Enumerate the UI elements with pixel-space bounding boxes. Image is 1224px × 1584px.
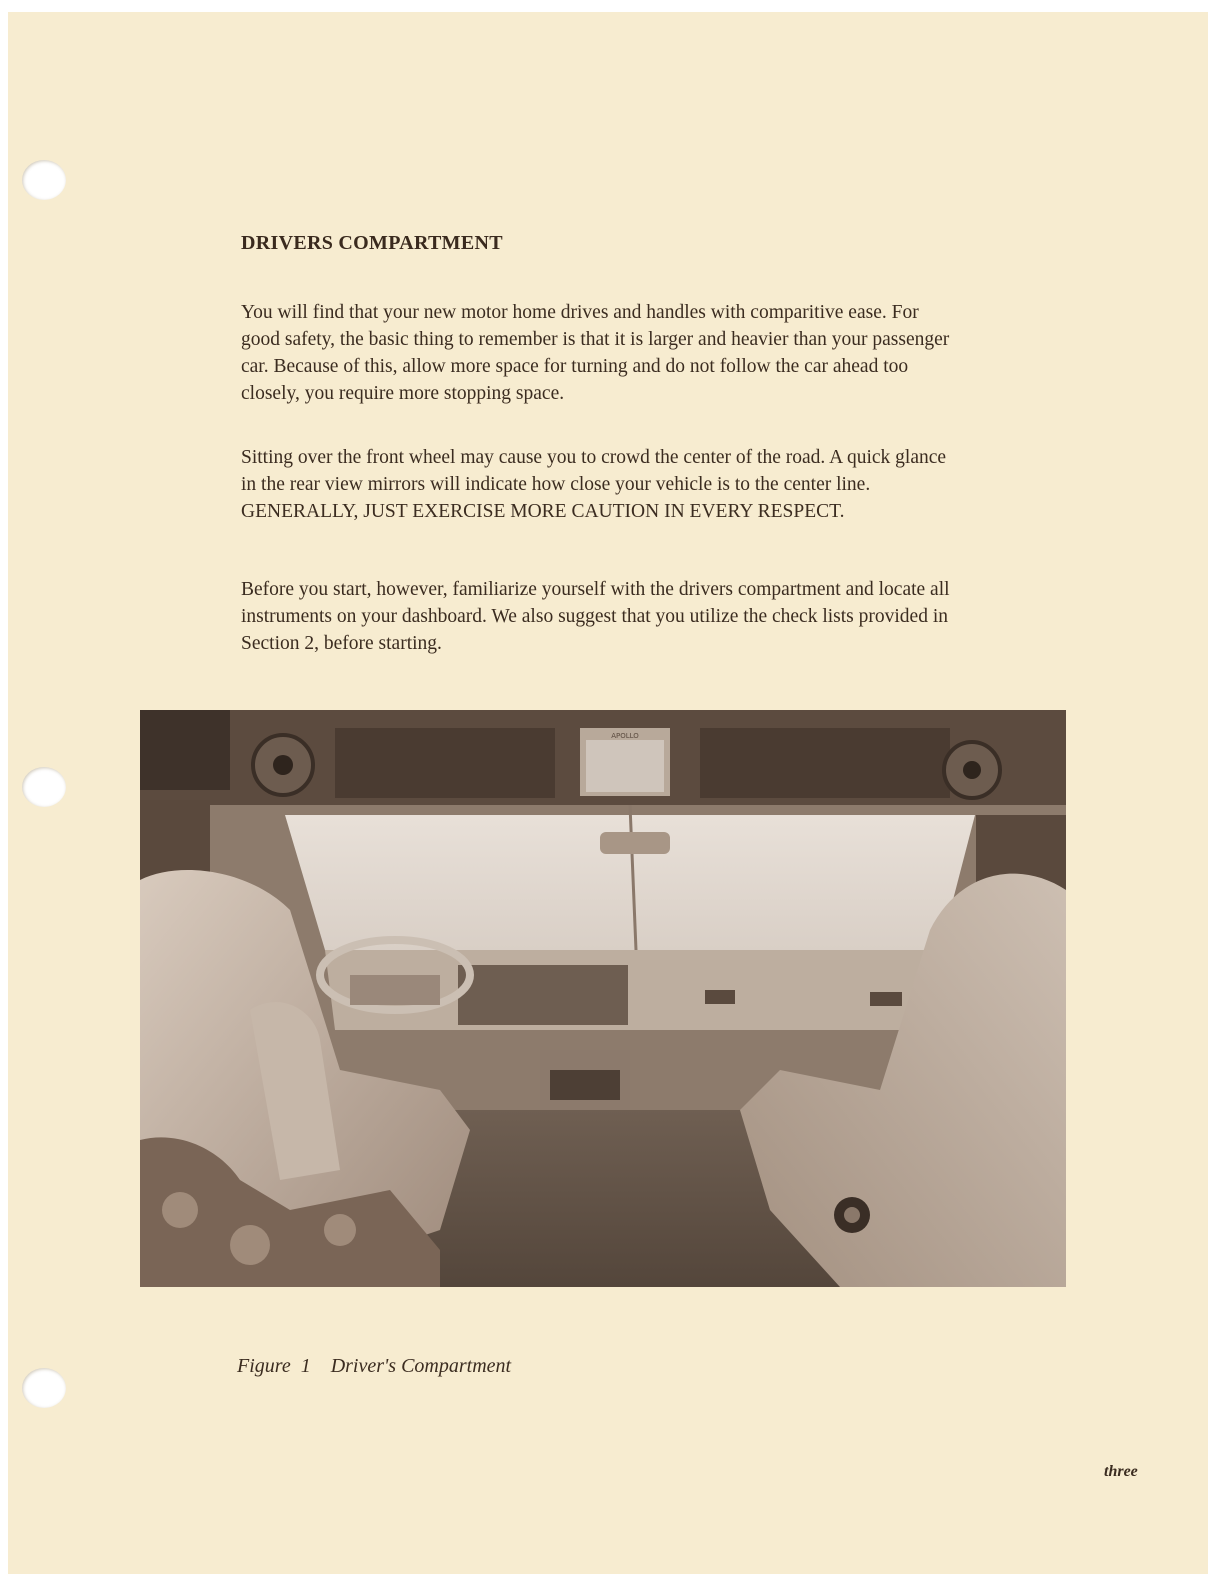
figure-number: Figure 1 <box>237 1355 311 1377</box>
paragraph-handling: You will find that your new motor home drives and handles with comparitive ease. For good safety, the basic thing to remember is that it is larger and heavier than your passenger car. Because of this, allow more space for turning and do not follow the car ahead too closely, you require more stopping space. <box>241 302 950 404</box>
punch-hole-top <box>22 160 66 200</box>
paragraph-road-position: Sitting over the front wheel may cause you to crowd the center of the road. A quick glance in the rear view mirrors will indicate how close your vehicle is to the center line. GENERALLY, JUST EXERCISE MORE CAUTION IN EVERY RESPECT. <box>241 447 947 522</box>
document-page <box>8 12 1208 1574</box>
drivers-compartment-image <box>140 710 1066 1287</box>
section-heading: DRIVERS COMPARTMENT <box>241 232 503 254</box>
punch-hole-bottom <box>22 1368 66 1408</box>
punch-hole-middle <box>22 767 66 807</box>
cabinet-sign-text: APOLLO <box>611 732 639 740</box>
figure-caption <box>237 1355 511 1378</box>
figure-title: Driver's Compartment <box>330 1355 512 1377</box>
page-number: three <box>1104 1463 1138 1480</box>
figure-photo <box>140 710 1066 1287</box>
paragraph-before-start: Before you start, however, familiarize yourself with the drivers compartment and locate all instruments on your dashboard. We also suggest that you utilize the check lists provided in Section 2, before starting. <box>241 579 950 654</box>
